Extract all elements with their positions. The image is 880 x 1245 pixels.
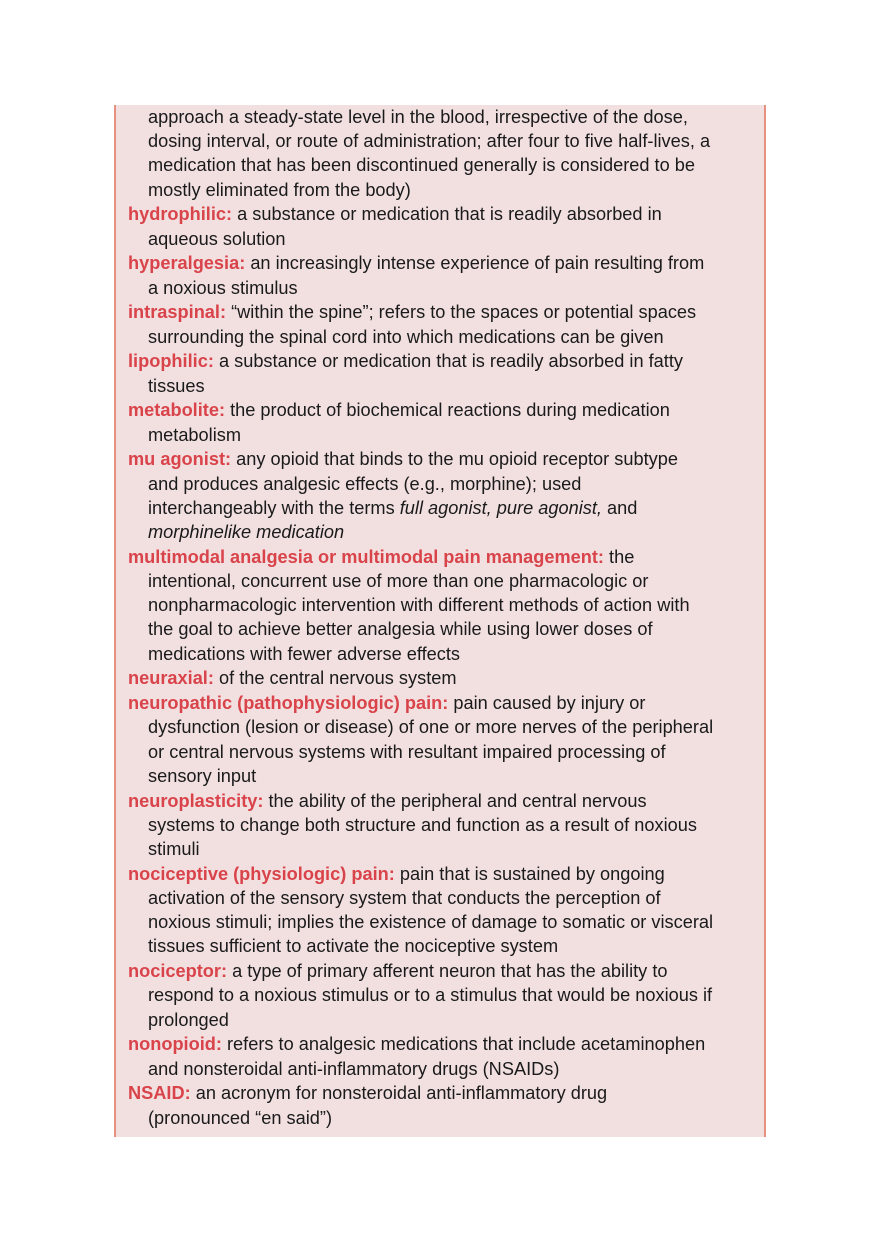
entry-line	[128, 423, 760, 447]
definition-text: tissues sufficient to activate the nociceptive system	[148, 936, 559, 957]
glossary-entry	[128, 1032, 760, 1080]
glossary-entry	[128, 202, 760, 250]
definition-text: mostly eliminated from the body)	[148, 179, 411, 200]
definition-text: a type of primary afferent neuron that has the ability to	[227, 961, 668, 982]
glossary-entry	[128, 789, 760, 862]
definition-text: stimuli	[148, 839, 200, 860]
entry-line	[128, 153, 760, 177]
definition-text: surrounding the spinal cord into which medications can be given	[148, 326, 664, 347]
entry-line	[128, 374, 760, 398]
entry-line	[128, 251, 760, 275]
entry-line	[128, 178, 760, 202]
glossary-term: neuraxial:	[128, 668, 214, 689]
glossary-term: hyperalgesia:	[128, 253, 246, 274]
glossary-entries	[128, 105, 760, 1130]
glossary-term: mu agonist:	[128, 449, 232, 470]
entry-line	[128, 398, 760, 422]
definition-text: tissues	[148, 375, 205, 396]
entry-line	[128, 349, 760, 373]
entry-line	[128, 1057, 760, 1081]
entry-line	[128, 227, 760, 251]
entry-line	[128, 569, 760, 593]
entry-line	[128, 276, 760, 300]
definition-text: dysfunction (lesion or disease) of one or more nerves of the peripheral	[148, 717, 714, 738]
definition-text: activation of the sensory system that conducts the perception of	[148, 888, 661, 909]
definition-text: sensory input	[148, 765, 257, 786]
glossary-box	[114, 105, 766, 1137]
definition-text: morphinelike medication	[148, 522, 345, 543]
entry-line	[128, 202, 760, 226]
definition-text: or central nervous systems with resultant impaired processing of	[148, 741, 666, 762]
glossary-term: metabolite:	[128, 400, 226, 421]
glossary-entry	[128, 959, 760, 1032]
definition-text: pain that is sustained by ongoing	[394, 863, 665, 884]
definition-text: refers to analgesic medications that include acetaminophen	[221, 1034, 706, 1055]
glossary-entry	[128, 545, 760, 666]
definition-text: a noxious stimulus	[148, 277, 298, 298]
definition-text: dosing interval, or route of administration; after four to five half-lives, a	[148, 131, 711, 152]
entry-line	[128, 813, 760, 837]
entry-line	[128, 1032, 760, 1056]
definition-text: a substance or medication that is readily absorbed in	[232, 204, 662, 225]
entry-line	[128, 862, 760, 886]
entry-line	[128, 764, 760, 788]
entry-line	[128, 715, 760, 739]
definition-text: aqueous solution	[148, 228, 286, 249]
definition-text: systems to change both structure and function as a result of noxious	[148, 814, 697, 835]
definition-text: “within the spine”; refers to the spaces or potential spaces	[226, 302, 697, 323]
definition-text: pain caused by injury or	[448, 693, 646, 714]
definition-text: approach a steady-state level in the blood, irrespective of the dose,	[148, 107, 688, 127]
entry-line	[128, 447, 760, 471]
entry-line	[128, 740, 760, 764]
definition-text: respond to a noxious stimulus or to a stimulus that would be noxious if	[148, 985, 713, 1006]
glossary-entry	[128, 666, 760, 690]
entry-line	[128, 325, 760, 349]
entry-line	[128, 1106, 760, 1130]
definition-text: (pronounced “en said”)	[148, 1107, 332, 1128]
glossary-term: neuroplasticity:	[128, 790, 264, 811]
definition-text: the	[604, 546, 635, 567]
definition-text: the ability of the peripheral and central nervous	[263, 790, 647, 811]
entry-line	[128, 520, 760, 544]
definition-text: noxious stimuli; implies the existence of damage to somatic or visceral	[148, 912, 714, 933]
definition-text: an increasingly intense experience of pain resulting from	[245, 253, 705, 274]
definition-text: metabolism	[148, 424, 241, 445]
entry-line	[128, 1081, 760, 1105]
definition-text: medication that has been discontinued generally is considered to be	[148, 155, 695, 176]
glossary-entry	[128, 862, 760, 959]
glossary-term: nociceptor:	[128, 961, 228, 982]
definition-text: and	[601, 497, 638, 518]
entry-line	[128, 886, 760, 910]
definition-text: an acronym for nonsteroidal anti-inflammatory drug	[190, 1083, 608, 1104]
entry-line	[128, 1008, 760, 1032]
entry-line	[128, 593, 760, 617]
glossary-term: lipophilic:	[128, 351, 214, 372]
entry-line	[128, 934, 760, 958]
entry-line	[128, 617, 760, 641]
glossary-entry	[128, 398, 760, 446]
definition-text: interchangeably with the terms	[148, 497, 400, 518]
entry-line	[128, 105, 760, 129]
entry-line	[128, 789, 760, 813]
glossary-term: intraspinal:	[128, 302, 227, 323]
entry-line	[128, 983, 760, 1007]
definition-text: and produces analgesic effects (e.g., morphine); used	[148, 473, 582, 494]
definition-text: and nonsteroidal anti-inflammatory drugs (NSAIDs)	[148, 1058, 560, 1079]
definition-text: medications with fewer adverse effects	[148, 643, 461, 664]
entry-line	[128, 545, 760, 569]
entry-line	[128, 910, 760, 934]
definition-text: a substance or medication that is readily absorbed in fatty	[213, 351, 683, 372]
glossary-term: neuropathic (pathophysiologic) pain:	[128, 693, 449, 714]
glossary-entry	[128, 447, 760, 544]
definition-text: full agonist, pure agonist,	[399, 497, 602, 518]
definition-text: nonpharmacologic intervention with different methods of action with	[148, 595, 690, 616]
definition-text: any opioid that binds to the mu opioid receptor subtype	[231, 449, 678, 470]
definition-text: intentional, concurrent use of more than one pharmacologic or	[148, 571, 649, 592]
definition-text: prolonged	[148, 1009, 229, 1030]
entry-line	[128, 837, 760, 861]
entry-line	[128, 959, 760, 983]
glossary-entry	[128, 1081, 760, 1129]
entry-line	[128, 642, 760, 666]
entry-line	[128, 129, 760, 153]
glossary-entry	[128, 300, 760, 348]
glossary-entry	[128, 349, 760, 397]
glossary-term: nociceptive (physiologic) pain:	[128, 863, 395, 884]
definition-text: the product of biochemical reactions during medication	[225, 400, 670, 421]
entry-line	[128, 666, 760, 690]
glossary-term: multimodal analgesia or multimodal pain management:	[128, 546, 604, 567]
definition-text: the goal to achieve better analgesia while using lower doses of	[148, 619, 653, 640]
entry-line	[128, 691, 760, 715]
glossary-term: nonopioid:	[128, 1034, 222, 1055]
glossary-term: NSAID:	[128, 1083, 191, 1104]
glossary-entry	[128, 105, 760, 202]
entry-line	[128, 300, 760, 324]
definition-text: of the central nervous system	[213, 668, 457, 689]
glossary-term: hydrophilic:	[128, 204, 233, 225]
glossary-entry	[128, 251, 760, 299]
entry-line	[128, 472, 760, 496]
entry-line	[128, 496, 760, 520]
glossary-entry	[128, 691, 760, 788]
